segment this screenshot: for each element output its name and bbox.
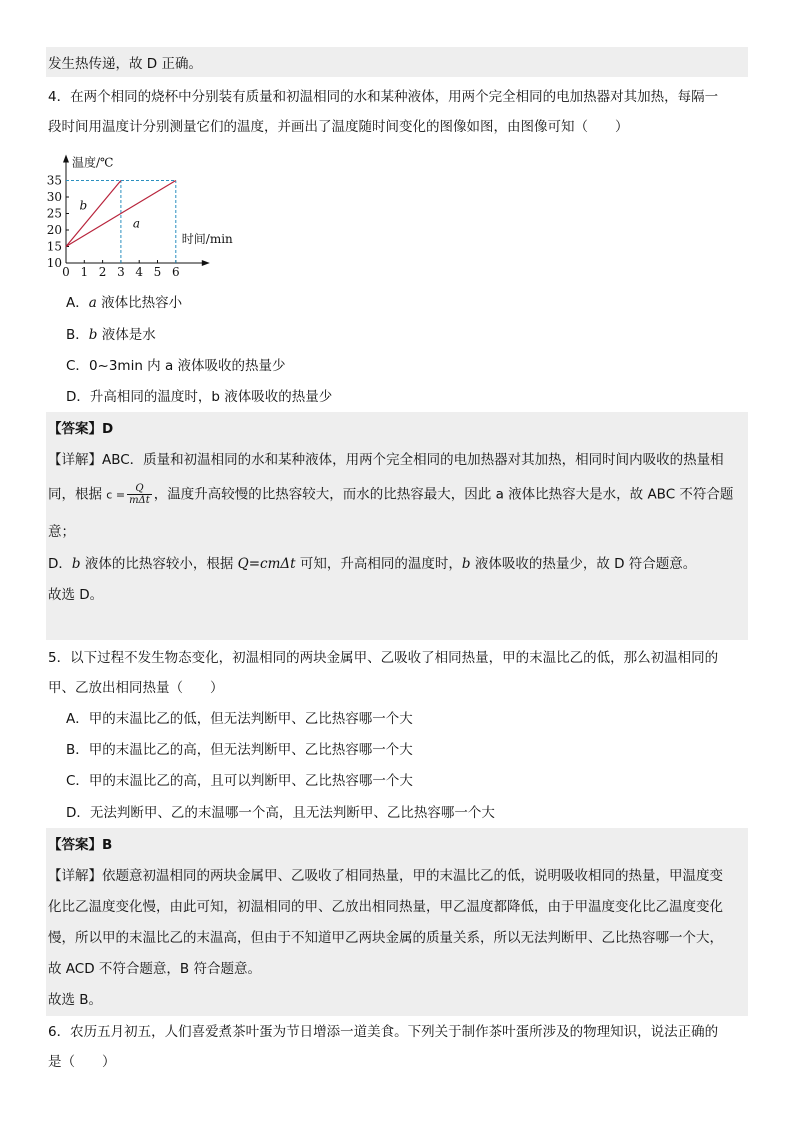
- x-tick-label: 0: [62, 265, 70, 278]
- q4-option-a-text: 液体比热容小: [96, 295, 183, 311]
- q4-option-b: [66, 325, 156, 345]
- q4-detail-line-2-start: 同，根据: [48, 486, 102, 503]
- y-tick-label: 35: [46, 173, 62, 188]
- q5-detail-line-1: 【详解】依题意初温相同的两块金属甲、乙吸收了相同热量，甲的末温比乙的低，说明吸收相同的热量，甲温度变: [48, 868, 723, 884]
- q4-option-a-variable: a: [88, 295, 97, 311]
- y-tick-label: 20: [46, 223, 62, 237]
- fraction-numerator: Q: [127, 483, 152, 495]
- q4-detail-text-1: 液体的比热容较小，根据: [80, 556, 238, 572]
- y-tick-label: 30: [46, 190, 62, 204]
- q5-option-b: B．甲的末温比乙的高，但无法判断甲、乙比热容哪一个大: [66, 742, 413, 758]
- q4-detail-line-2-end: ，温度升高较慢的比热容较大，而水的比热容最大，因此 a 液体比热容大是水，故 ABC 不符合题: [153, 486, 734, 503]
- q5-detail-line-3: 慢，所以甲的末温比乙的末温高，但由于不知道甲乙两块金属的质量关系，所以无法判断甲、乙比热容哪一个大，: [48, 930, 723, 946]
- temperature-time-chart: [44, 148, 264, 278]
- q4-detail-line-2: [48, 483, 733, 506]
- q5-stem-line-1: 5．以下过程不发生物态变化，初温相同的两块金属甲、乙吸收了相同热量，甲的末温比乙的低，那么初温相同的: [48, 650, 719, 666]
- x-axis-label: 时间/min: [181, 232, 233, 247]
- q4-option-d-text: 升高相同的温度时，b 液体吸收的热量少: [89, 389, 333, 405]
- q4-stem-line-1: 4．在两个相同的烧杯中分别装有质量和初温相同的水和某种液体，用两个完全相同的电加热器对其加热，每隔一: [48, 89, 719, 105]
- series-label-b: b: [79, 198, 88, 213]
- specific-heat-fraction: [127, 483, 152, 506]
- specific-heat-formula-lhs: c =: [106, 488, 126, 502]
- q5-solution-block: [46, 828, 748, 1016]
- x-tick-label: 1: [80, 265, 89, 278]
- q4-option-d-prefix: D．: [66, 389, 90, 405]
- series-line-b: [66, 181, 121, 247]
- q4-option-a-prefix: A．: [66, 295, 89, 311]
- q5-option-d: D．无法判断甲、乙的末温哪一个高，且无法判断甲、乙比热容哪一个大: [66, 805, 495, 821]
- q4-detail-variable-b-2: b: [461, 556, 471, 572]
- x-tick-label: 5: [153, 265, 162, 278]
- fraction-denominator: mΔt: [129, 495, 150, 506]
- q4-detail-line-1: 【详解】ABC．质量和初温相同的水和某种液体，用两个完全相同的电加热器对其加热，相同时间内吸收的热量相: [48, 452, 724, 468]
- q5-option-a: A．甲的末温比乙的低，但无法判断甲、乙比热容哪一个大: [66, 711, 413, 727]
- q4-option-a: [66, 293, 182, 313]
- q4-solution-block: [46, 412, 748, 640]
- q5-conclusion: 故选 B。: [48, 992, 103, 1008]
- q4-option-b-variable: b: [88, 327, 98, 343]
- previous-solution-tail: 发生热传递，故 D 正确。: [48, 56, 202, 72]
- q6-stem-line-1: 6．农历五月初五，人们喜爱煮茶叶蛋为节日增添一道美食。下列关于制作茶叶蛋所涉及的物理知识，说法正确的: [48, 1024, 719, 1040]
- q5-option-c: C．甲的末温比乙的高，且可以判断甲、乙比热容哪一个大: [66, 773, 413, 789]
- x-axis-arrow: [202, 260, 210, 266]
- q4-option-d: [66, 387, 332, 407]
- q4-detail-d-prefix: D．: [48, 556, 72, 572]
- x-tick-label: 2: [98, 265, 107, 278]
- q4-detail-text-2: 可知，升高相同的温度时，: [295, 556, 462, 572]
- q4-answer: 【答案】D: [48, 421, 114, 437]
- x-tick-label: 3: [117, 265, 125, 278]
- q4-stem-line-2: 段时间用温度计分别测量它们的温度，并画出了温度随时间变化的图像如图，由图像可知（ ）: [48, 119, 629, 135]
- q4-option-c: [66, 356, 286, 376]
- q4-conclusion: 故选 D。: [48, 587, 104, 603]
- q5-answer: 【答案】B: [48, 837, 113, 853]
- q5-detail-line-4: 故 ACD 不符合题意，B 符合题意。: [48, 961, 261, 977]
- y-axis-label: 温度/℃: [72, 155, 114, 170]
- q4-option-b-prefix: B．: [66, 327, 89, 343]
- y-tick-label: 25: [46, 206, 62, 221]
- q5-detail-line-2: 化比乙温度变化慢，由此可知，初温相同的甲、乙放出相同热量，甲乙温度都降低，由于甲温度变化比乙温度变化: [48, 899, 723, 915]
- series-label-a: a: [132, 216, 141, 231]
- q4-option-b-text: 液体是水: [97, 327, 156, 343]
- y-axis-arrow: [63, 155, 69, 163]
- x-tick-label: 4: [135, 265, 144, 278]
- q4-option-c-text: 0~3min 内 a 液体吸收的热量少: [88, 358, 286, 374]
- x-tick-label: 6: [171, 265, 180, 278]
- y-tick-label: 10: [46, 256, 62, 270]
- heat-formula: Q=cmΔt: [237, 556, 296, 572]
- q4-detail-text-3: 液体吸收的热量少，故 D 符合题意。: [470, 556, 697, 572]
- q4-detail-line-3: 意；: [48, 524, 75, 540]
- q5-stem-line-2: 甲、乙放出相同热量（ ）: [48, 680, 224, 696]
- q6-stem-line-2: 是（ ）: [48, 1054, 116, 1070]
- q4-detail-variable-b: b: [71, 556, 81, 572]
- y-tick-label: 15: [46, 239, 62, 254]
- q4-option-c-prefix: C．: [66, 358, 89, 374]
- q4-detail-line-4: [48, 554, 696, 574]
